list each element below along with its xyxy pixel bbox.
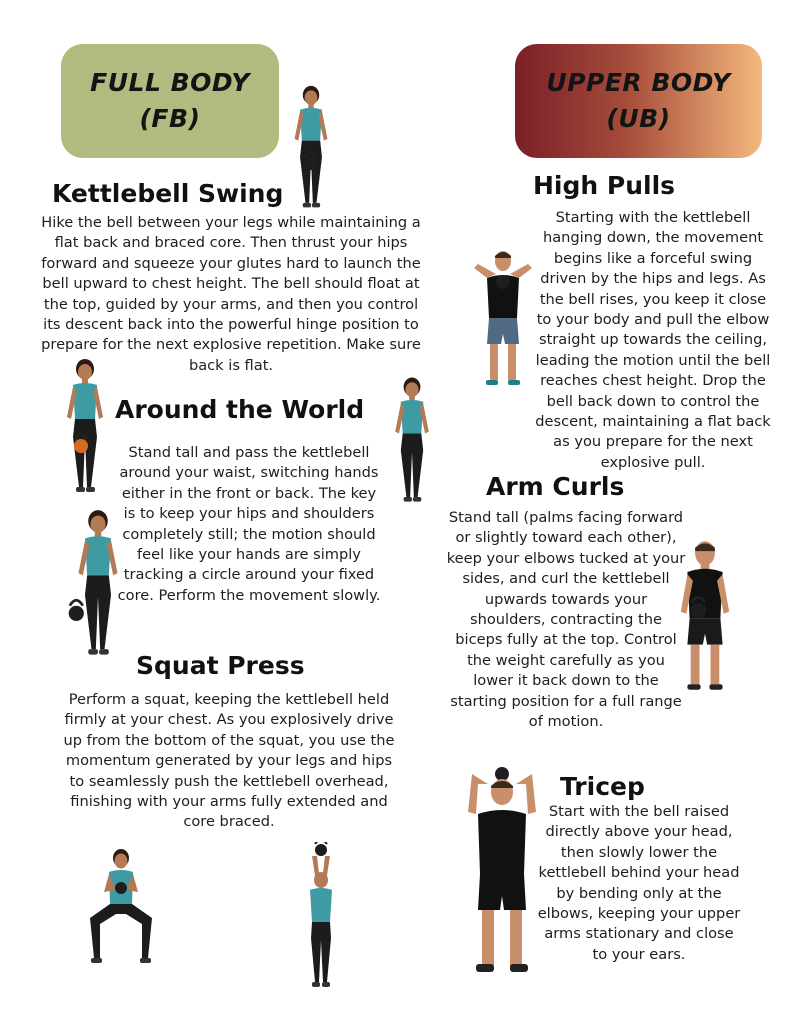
kettlebell-swing-title: Kettlebell Swing bbox=[52, 179, 284, 208]
squat-press-title: Squat Press bbox=[136, 651, 305, 680]
around-the-world-figure-side bbox=[64, 508, 132, 660]
around-the-world-figure-front bbox=[55, 354, 115, 500]
upper-body-banner-abbrev: (UB) bbox=[606, 104, 671, 133]
arm-curls-title: Arm Curls bbox=[486, 472, 625, 501]
full-body-banner bbox=[61, 44, 279, 158]
high-pulls-figure bbox=[470, 248, 536, 390]
tricep-figure bbox=[462, 766, 542, 978]
squat-press-text: Perform a squat, keeping the kettlebell held firmly at your chest. As you explosively drive up from the bottom of the squat, you use the momentum generated by your legs and hips to seamlessly push the kettlebell overhead, finishing with your arms fully extended and core braced. bbox=[63, 691, 395, 831]
tricep-text: Start with the bell raised directly above your head, then slowly lower the kettlebell behind your head by bending only at the elbows, keeping your upper arms stationary and close to your ears. bbox=[537, 803, 741, 963]
high-pulls-title: High Pulls bbox=[533, 171, 676, 200]
full-body-banner-title: FULL BODY bbox=[90, 67, 250, 97]
around-the-world-title: Around the World bbox=[115, 395, 365, 424]
around-the-world-text: Stand tall and pass the kettlebell around your waist, switching hands either in the front or back. The key is to keep your hips and shoulders completely still; the motion should feel like your hands are simply tracking a circle around your fixed core. Perform the movement slowly. bbox=[117, 444, 381, 604]
high-pulls-text: Starting with the kettlebell hanging down, the movement begins like a forceful swing driven by the hips and legs. As the bell rises, you keep it close to your body and pull the elbow straight up towards the ceiling, leading the motion until the bell reaches chest height. Drop the bell back down to control the descent, maintaining a flat back as you prepare for the next explosive pull. bbox=[535, 209, 771, 471]
full-body-banner-abbrev: (FB) bbox=[139, 104, 201, 133]
upper-body-banner bbox=[515, 44, 762, 158]
upper-body-banner-title: UPPER BODY bbox=[546, 67, 731, 97]
kettlebell-swing-text: Hike the bell between your legs while maintaining a flat back and braced core. Then thrust your hips forward and squeeze your glutes hard to launch the bell upward to chest height. The bell should float at the top, guided by your arms, and then you control its descent back into the powerful hinge position to prepare for the next explosive repetition. Make sure back is flat. bbox=[41, 214, 421, 374]
kettlebell-swing-figure bbox=[280, 84, 342, 212]
arm-curls-text: Stand tall (palms facing forward or slightly toward each other), keep your elbows tucked at your sides, and curl the kettlebell upwards towards your shoulders, contracting the biceps fully at the top. Control the weight carefully as you lower it back down to the starting position for a full range of motion. bbox=[446, 509, 686, 731]
tricep-title: Tricep bbox=[560, 772, 645, 801]
squat-press-figure-press bbox=[298, 842, 344, 988]
around-the-world-figure-back bbox=[384, 372, 440, 510]
arm-curls-figure bbox=[672, 528, 738, 704]
squat-press-figure-squat bbox=[86, 846, 156, 970]
